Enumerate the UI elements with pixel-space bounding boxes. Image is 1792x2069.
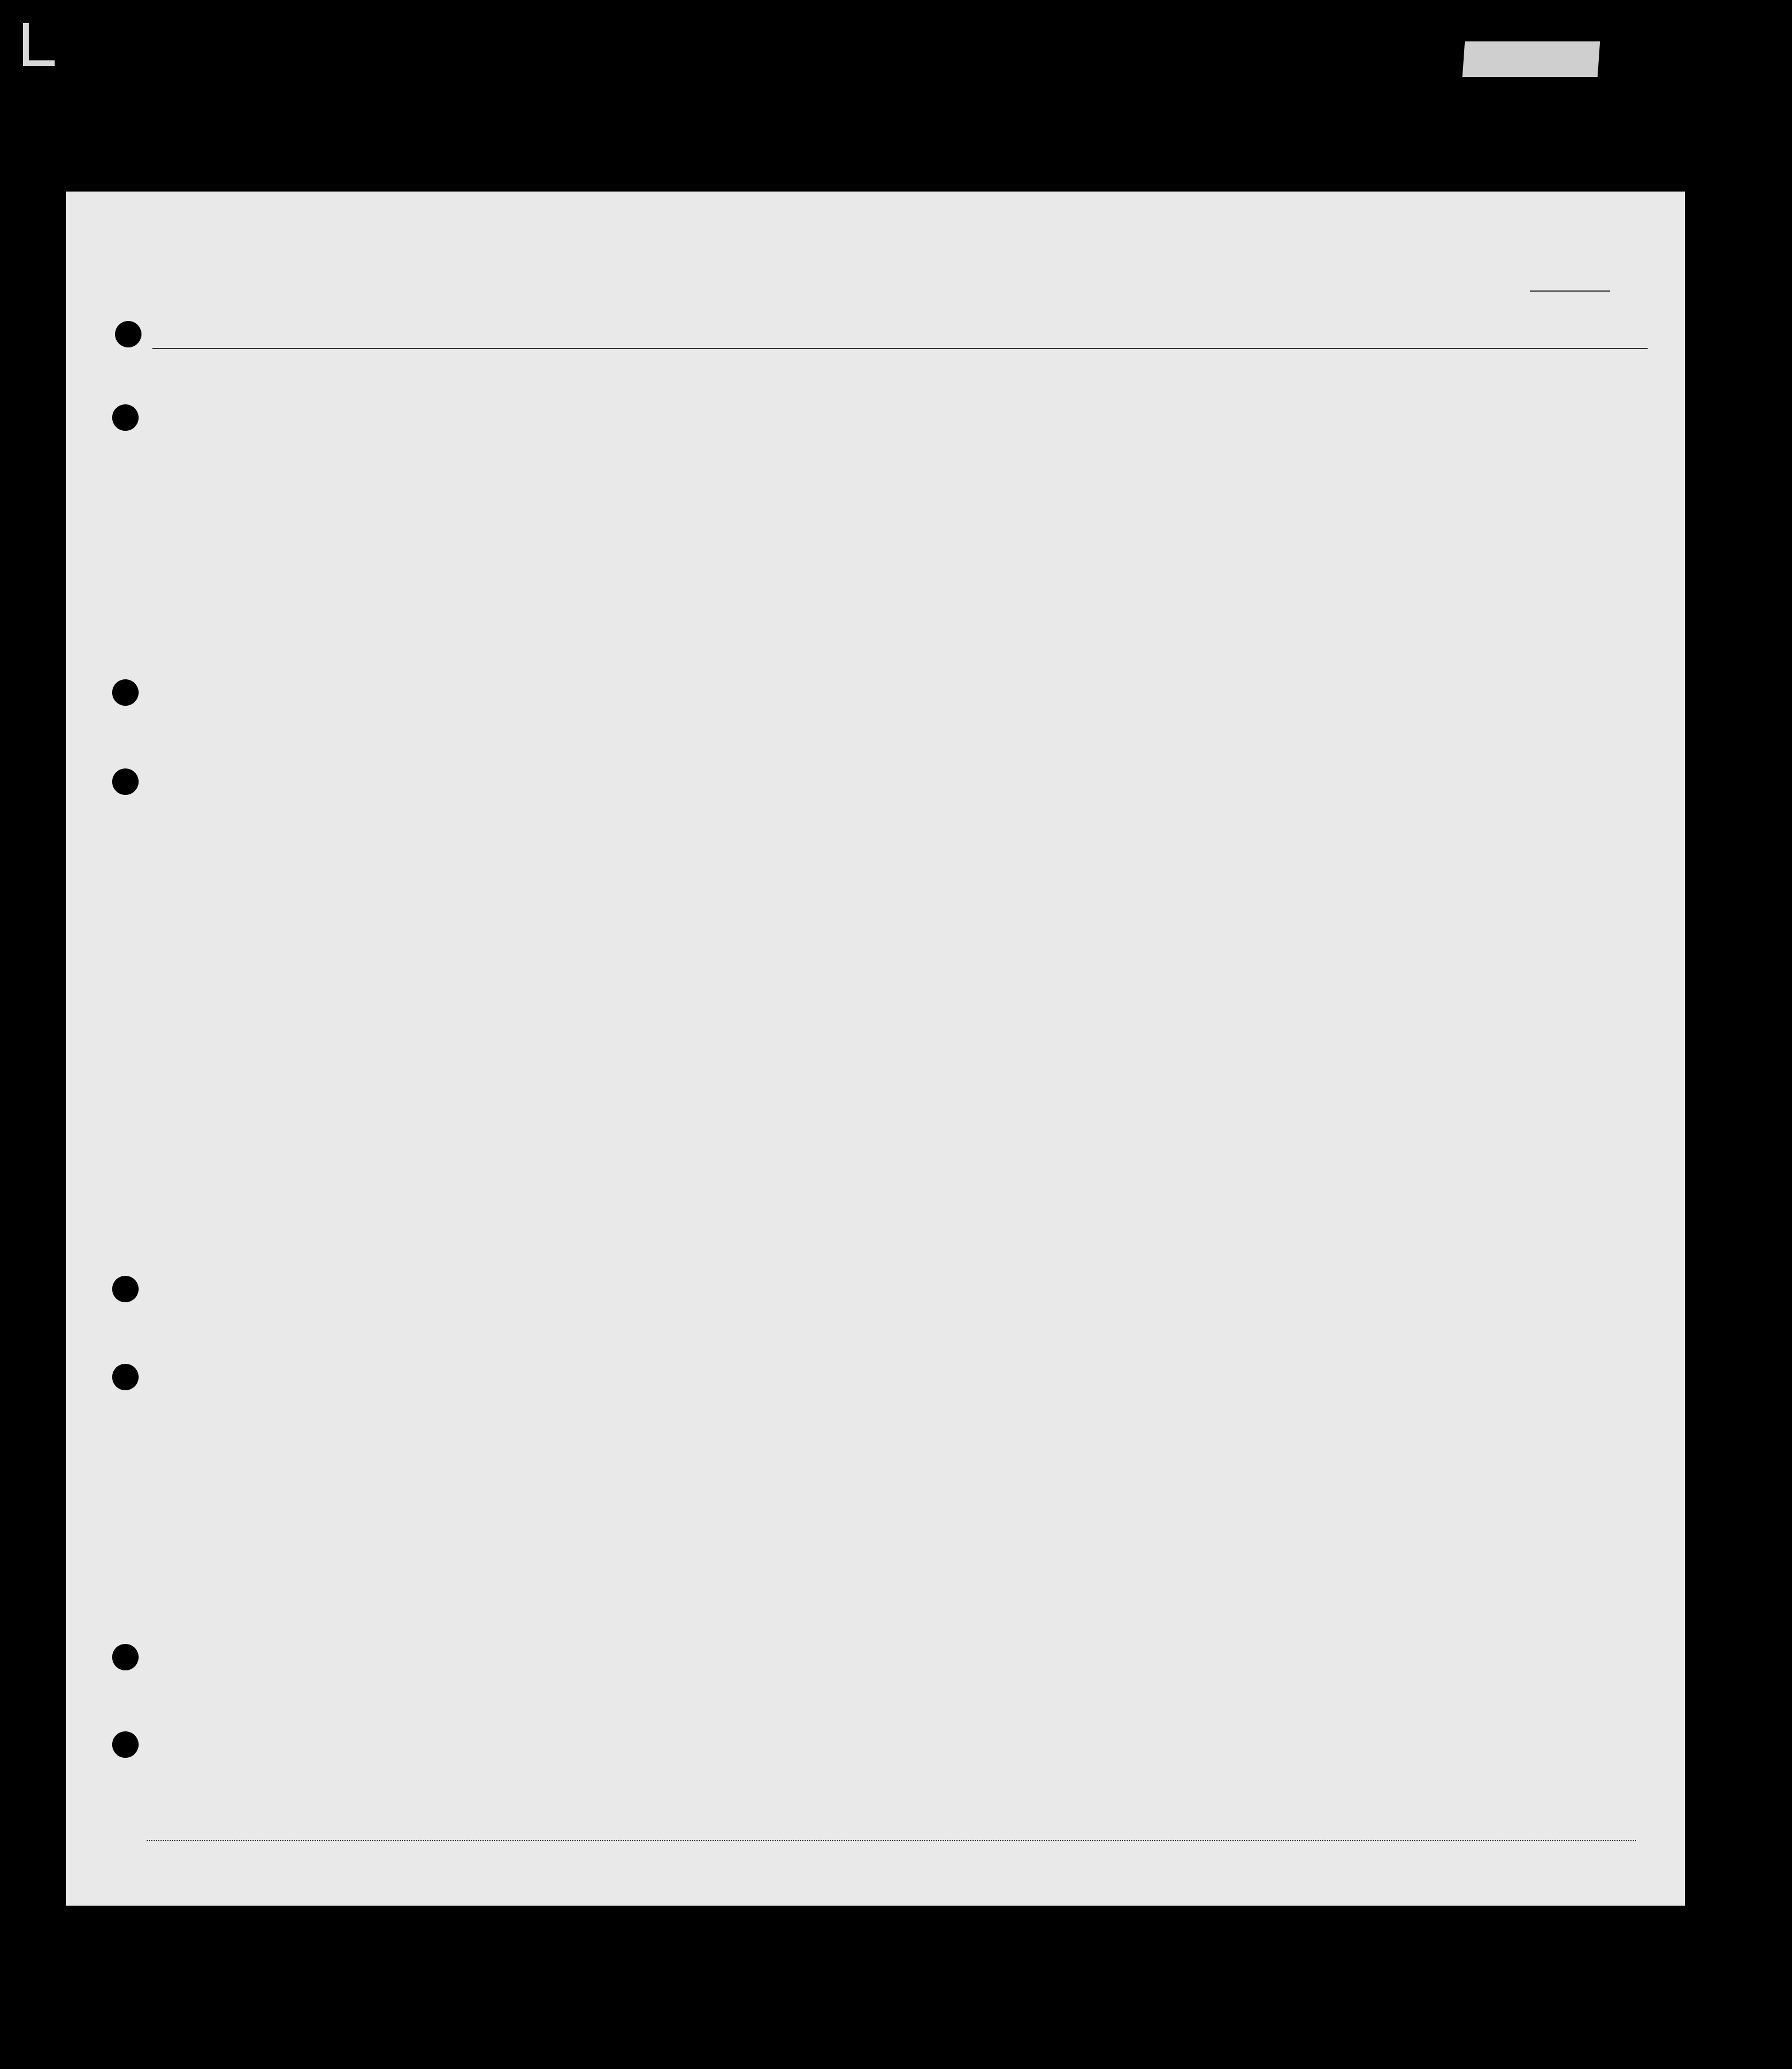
scan-tape [1462, 41, 1600, 77]
scan-edge-mark [23, 23, 29, 66]
footer-rule [147, 1840, 1636, 1841]
manifest-grid [66, 192, 1685, 1906]
scan-edge-mark [23, 60, 55, 66]
manifest-sheet [66, 192, 1685, 1906]
